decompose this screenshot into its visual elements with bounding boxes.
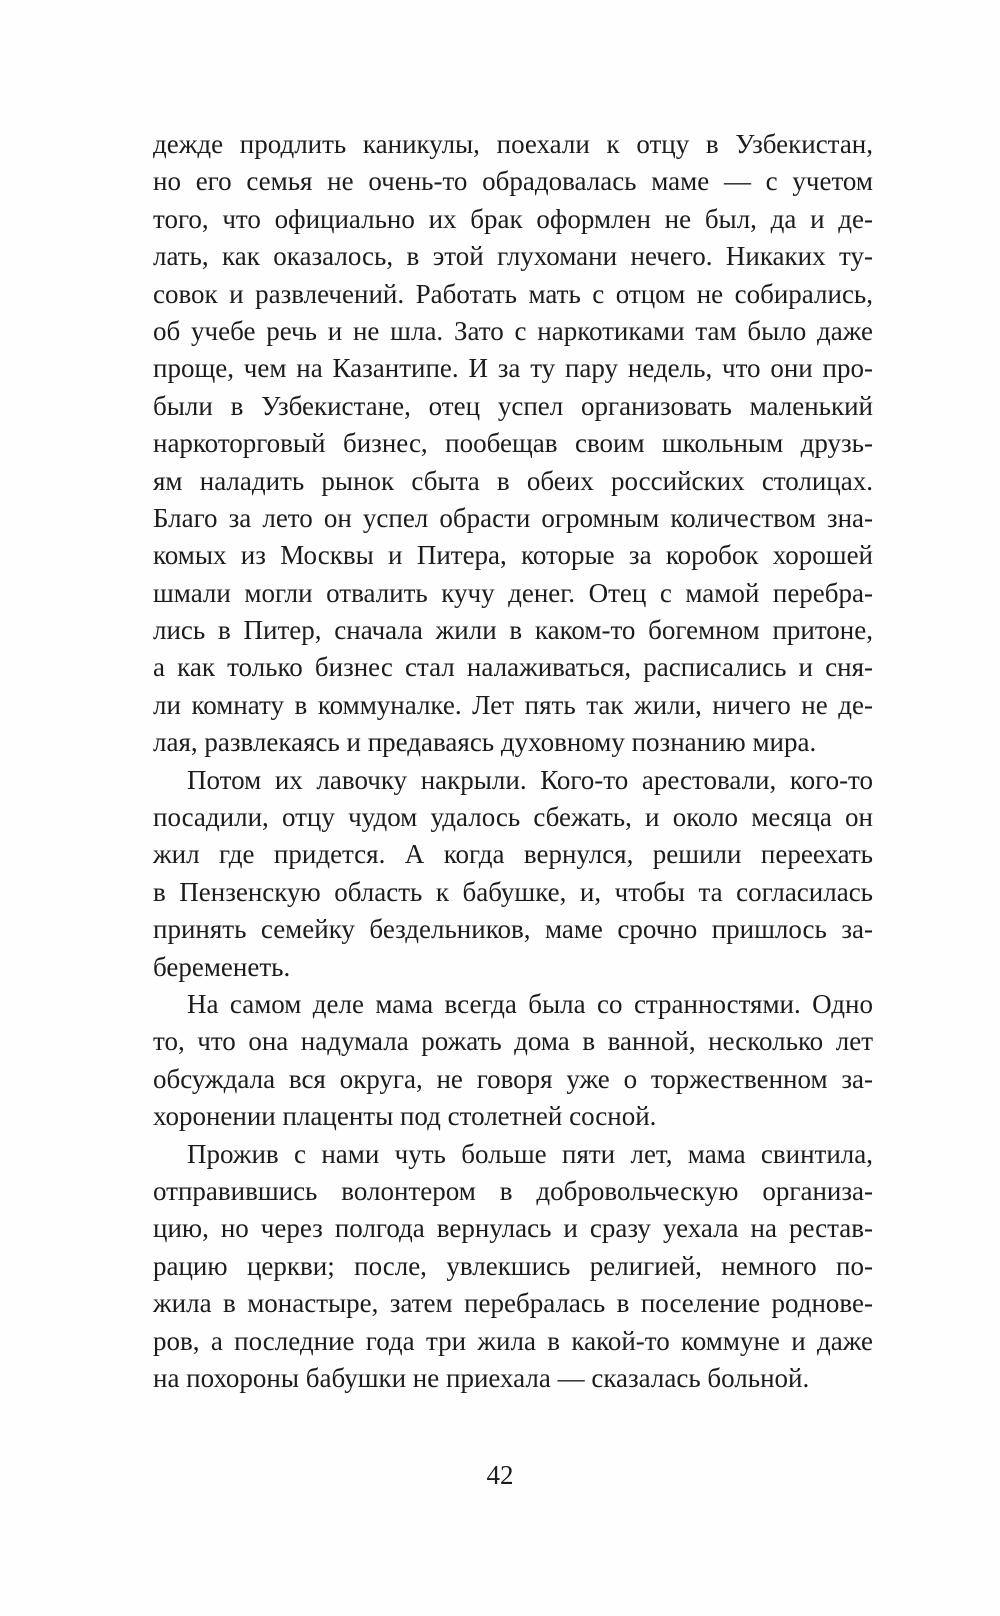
text-line: об учебе речь и не шла. Зато с наркотиками там было даже [153,315,873,346]
text-line: Прожив с нами чуть больше пяти лет, мама свинтила, [187,1138,873,1169]
text-line: жил где придется. А когда вернулся, решили переехать [153,839,873,870]
body-text [153,126,873,1397]
text-line: то, что она надумала рожать дома в ванной, несколько лет [153,1026,873,1057]
text-line: лись в Питер, сначала жили в каком-то богемном притоне, [153,615,873,646]
text-line: наркоторговый бизнес, пообещав своим школьным друзь- [153,428,873,459]
text-line: ям наладить рынок сбыта в обеих российских столицах. [153,465,873,496]
text-line: Благо за лето он успел обрасти огромным количеством зна- [153,502,873,533]
text-line: совок и развлечений. Работать мать с отцом не собирались, [153,278,873,309]
text-line: жила в монастыре, затем перебралась в поселение роднове- [153,1288,873,1319]
text-line: рацию церкви; после, увлекшись религией, немного по- [153,1250,873,1281]
text-line: посадили, отцу чудом удалось сбежать, и около месяца он [153,802,873,833]
text-line: ров, а последние года три жила в какой-то коммуне и даже [153,1325,873,1356]
text-line: принять семейку бездельников, маме срочно пришлось за- [153,914,873,945]
paragraph [153,126,873,762]
text-line: дежде продлить каникулы, поехали к отцу в Узбекистан, [153,129,873,159]
text-line: отправившись волонтером в добровольческую организа- [153,1175,873,1206]
text-line: обсуждала вся округа, не говоря уже о торжественном за- [153,1063,873,1094]
text-line: беременеть. [153,951,291,982]
text-line: цию, но через полгода вернулась и сразу уехала на рестав- [153,1213,873,1244]
text-line: а как только бизнес стал налаживаться, расписались и сня- [153,652,873,683]
text-line: проще, чем на Казантипе. И за ту пару недель, что они про- [153,353,873,384]
text-line: ли комнату в коммуналке. Лет пять так жили, ничего не де- [153,689,873,720]
text-line: комых из Москвы и Питера, которые за коробок хорошей [153,540,873,571]
text-line: того, что официально их брак оформлен не был, да и де- [153,203,873,234]
page-number: 42 [486,1460,514,1490]
text-line: На самом деле мама всегда была со странностями. Одно [187,988,873,1019]
text-line: лать, как оказалось, в этой глухомани нечего. Никаких ту- [153,241,873,272]
text-line: но его семья не очень-то обрадовалась маме — с учетом [153,166,873,197]
paragraph [153,1136,873,1398]
text-line: лая, развлекаясь и предаваясь духовному познанию мира. [153,727,817,758]
text-line: на похороны бабушки не приехала — сказалась больной. [153,1362,810,1393]
text-line: шмали могли отвалить кучу денег. Отец с мамой перебра- [153,577,873,608]
text-line: хоронении плаценты под столетней сосной. [153,1101,657,1132]
text-line: Потом их лавочку накрыли. Кого-то арестовали, кого-то [187,764,873,795]
paragraph [153,762,873,986]
text-line: были в Узбекистане, отец успел организовать маленький [153,390,873,421]
paragraph [153,986,873,1136]
text-line: в Пензенскую область к бабушке, и, чтобы та согласилась [153,876,873,907]
